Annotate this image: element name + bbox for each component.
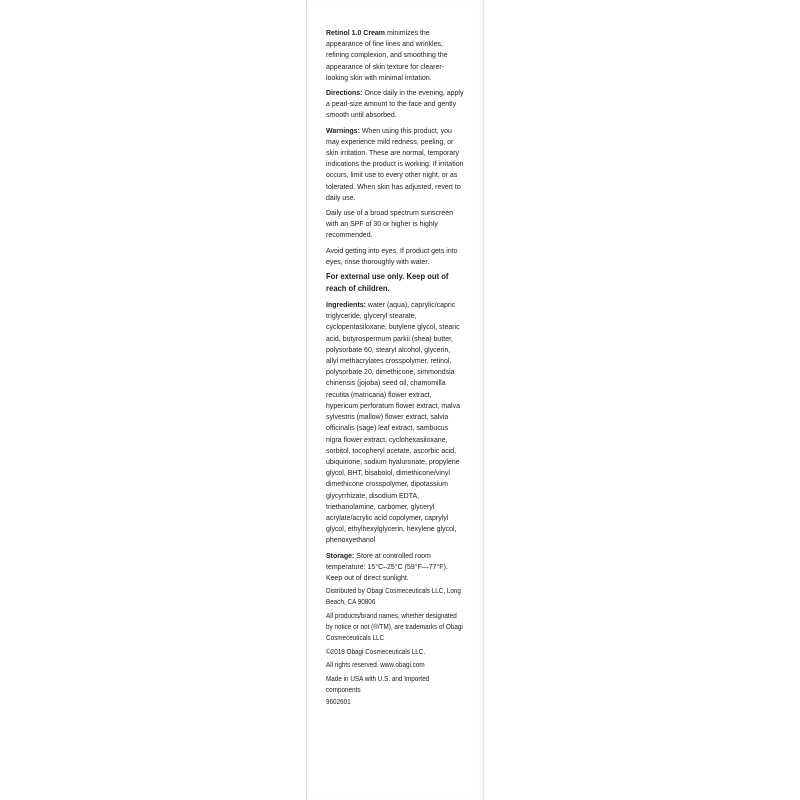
intro-paragraph xyxy=(326,27,464,83)
rights-website-line: All rights reserved. www.obagi.com xyxy=(326,661,425,669)
ingredients-paragraph xyxy=(326,299,464,545)
warnings-heading: Warnings: xyxy=(326,125,360,135)
storage-paragraph xyxy=(326,550,464,584)
made-in-line: Made in USA with U.S. and Imported components xyxy=(326,676,430,694)
storage-heading: Storage: xyxy=(326,550,355,560)
product-name: Retinol 1.0 Cream xyxy=(326,28,386,37)
external-use-warning: For external use only. Keep out of reach of children. xyxy=(326,271,449,293)
copyright-line: ©2018 Obagi Cosmeceuticals LLC. xyxy=(326,649,426,657)
eyes-note: Avoid getting into eyes. If product gets into eyes, rinse thoroughly with water. xyxy=(326,245,458,266)
sunscreen-note: Daily use of a broad spectrum sunscreen with an SPF of 30 or higher is highly recommended. xyxy=(326,208,453,240)
ingredients-heading: Ingredients: xyxy=(326,300,366,310)
storage-text: Store at controlled room temperature: 15°C–25°C (59°F—77°F). Keep out of direct sunlight. xyxy=(326,550,448,582)
label-text-panel xyxy=(326,27,464,713)
warnings-text: When using this product, you may experience mild redness, peeling, or skin irritation. These are normal, temporary indications the product is working. If irritation occurs, limit use to every other night, or as tolerated. When skin has adjusted, revert to daily use. xyxy=(326,125,464,202)
distributor-line: Distributed by Obagi Cosmeceuticals LLC, Long Beach, CA 90806 xyxy=(326,588,461,606)
ingredients-text: water (aqua), caprylic/capric triglyceride, glyceryl stearate, cyclopentasiloxane, butylene glycol, stearic acid, butyrospermum parkii (shea) butter, polysorbate 60, stearyl alcohol, glycerin, allyl methacrylates crosspolymer, retinol, polysorbate 20, dimethicone, simmondsia chinensis (jojoba) seed oil, chamomilla recutita (matricaria) flower extract, hypericum perforatum flower extract, malva sylvestris (mallow) flower extract, salvia officinalis (sage) leaf extract, sambucus nigra flower extract, cyclohexasiloxane, sorbitol, tocopheryl acetate, ascorbic acid, ubiquinone, sodium hyaluronate, propylene glycol, BHT, bisabolol, dimethicone/vinyl dimethicone crosspolymer, dipotassium glycyrrhizate, disodium EDTA, triethanolamine, carbomer, glyceryl acrylate/acrylic acid copolymer, caprylyl glycol, ethylhexylglycerin, hexylene glycol, phenoxyethanol xyxy=(326,300,460,545)
warnings-paragraph xyxy=(326,125,464,203)
directions-text: Once daily in the evening, apply a pearl-size amount to the face and gently smooth until absorbed. xyxy=(326,88,464,120)
directions-heading: Directions: xyxy=(326,88,363,98)
product-code: 9602601 xyxy=(326,699,351,707)
intro-text: minimizes the appearance of fine lines and wrinkles, refining complexion, and smoothing the appearance of skin texture for clearer-looking skin with minimal irritation. xyxy=(326,28,448,82)
directions-paragraph xyxy=(326,87,464,121)
trademark-notice: All products/brand names, whether designated by notice or not (®/TM), are trademarks of Obagi Cosmeceuticals LLC xyxy=(326,613,463,642)
